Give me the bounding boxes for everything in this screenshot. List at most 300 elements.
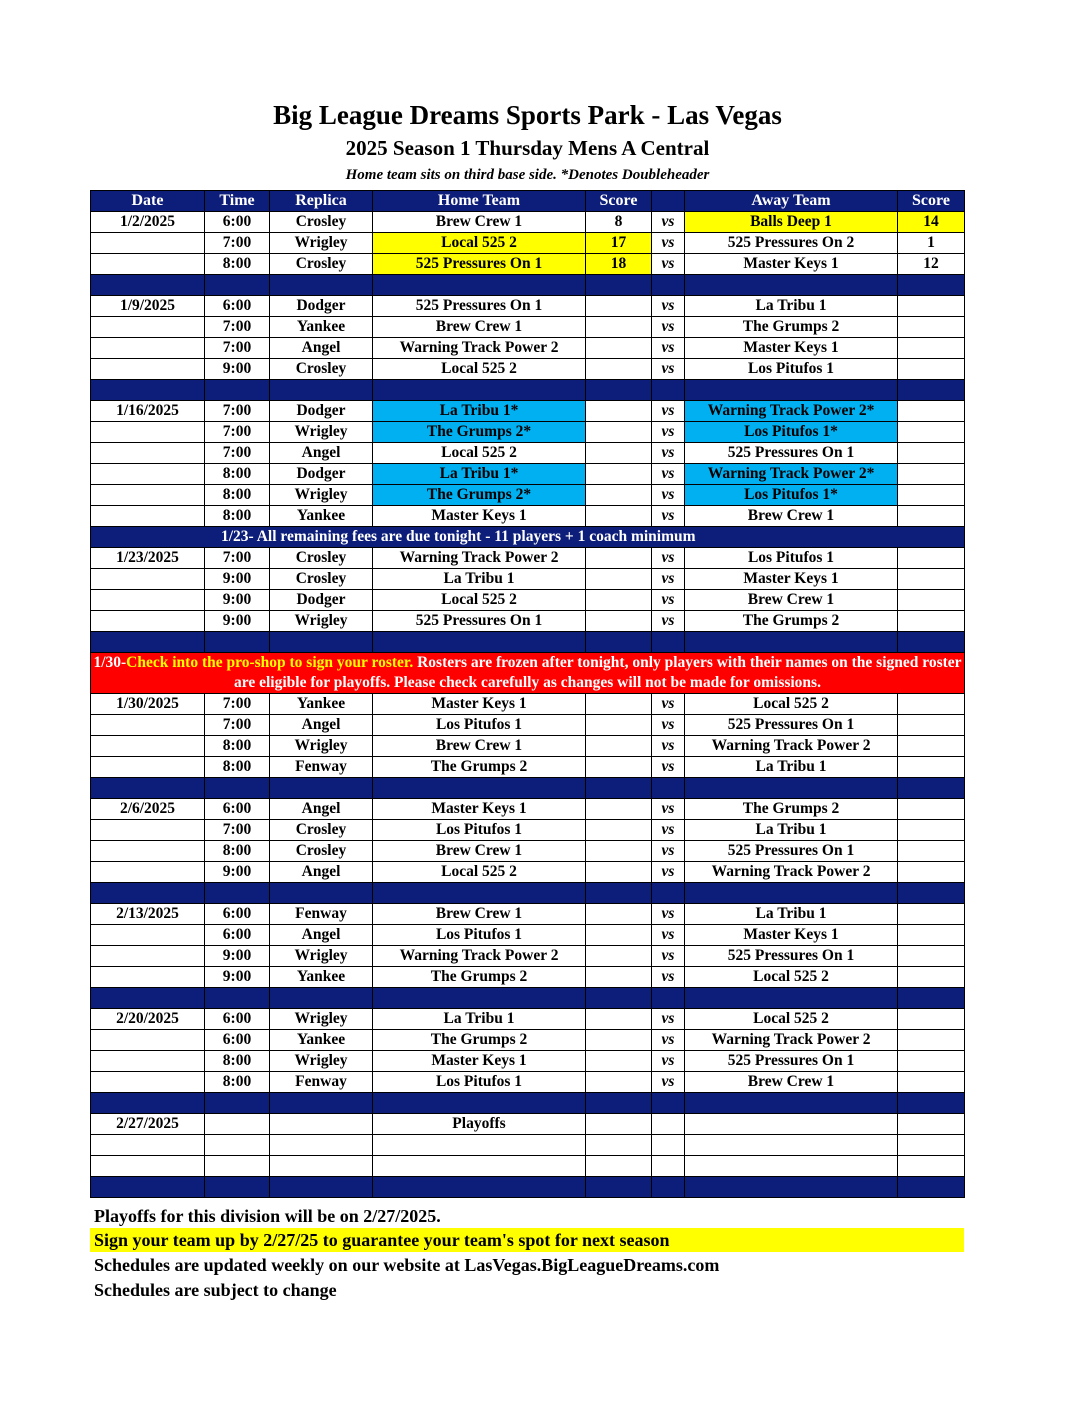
game-row (91, 464, 965, 485)
separator-cell (270, 632, 373, 653)
game-row (91, 485, 965, 506)
home-team-cell: Brew Crew 1 (373, 841, 586, 862)
away-score-cell (898, 1114, 965, 1135)
replica-cell: Angel (270, 715, 373, 736)
game-row (91, 736, 965, 757)
game-row (91, 946, 965, 967)
time-cell: 7:00 (205, 694, 270, 715)
game-row (91, 233, 965, 254)
col-home-score: Score (586, 191, 652, 212)
week-separator-row (91, 275, 965, 296)
replica-cell: Crosley (270, 212, 373, 233)
separator-cell (586, 380, 652, 401)
home-score-cell (586, 1030, 652, 1051)
date-cell (91, 925, 205, 946)
time-cell: 9:00 (205, 590, 270, 611)
home-team-cell: The Grumps 2 (373, 757, 586, 778)
home-score-cell (586, 862, 652, 883)
home-team-cell: Local 525 2 (373, 359, 586, 380)
home-score-cell (586, 569, 652, 590)
time-cell: 8:00 (205, 1072, 270, 1093)
vs-cell: vs (652, 925, 685, 946)
alert-lead: 1/30- (93, 654, 127, 671)
home-score-cell (586, 946, 652, 967)
footer-playoffs-note: Playoffs for this division will be on 2/27/2025. (94, 1206, 441, 1226)
away-team-cell: 525 Pressures On 1 (685, 841, 898, 862)
home-team-cell: Brew Crew 1 (373, 736, 586, 757)
away-score-cell (898, 1135, 965, 1156)
footer-change-note: Schedules are subject to change (94, 1280, 337, 1300)
separator-cell (91, 380, 205, 401)
away-team-cell: Master Keys 1 (685, 338, 898, 359)
alert-text: Rosters are frozen after tonight, only players with their names on the signed roster are eligible for playoffs. Please check carefully as changes will not be made for omissions. (234, 654, 962, 691)
replica-cell: Yankee (270, 506, 373, 527)
home-team-cell: Warning Track Power 2 (373, 338, 586, 359)
vs-cell: vs (652, 443, 685, 464)
game-row (91, 925, 965, 946)
separator-cell (270, 1093, 373, 1114)
time-cell: 8:00 (205, 736, 270, 757)
away-score-cell (898, 569, 965, 590)
home-team-cell: Local 525 2 (373, 862, 586, 883)
away-score-cell (898, 464, 965, 485)
date-cell (91, 715, 205, 736)
away-team-cell: Brew Crew 1 (685, 506, 898, 527)
replica-cell (270, 1114, 373, 1135)
away-score-cell (898, 820, 965, 841)
date-cell (91, 757, 205, 778)
home-score-cell (586, 548, 652, 569)
vs-cell: vs (652, 254, 685, 275)
home-team-cell: Brew Crew 1 (373, 212, 586, 233)
game-row (91, 611, 965, 632)
separator-cell (91, 632, 205, 653)
away-score-cell (898, 443, 965, 464)
separator-cell (586, 988, 652, 1009)
vs-cell: vs (652, 904, 685, 925)
date-cell (91, 1156, 205, 1177)
time-cell (205, 1114, 270, 1135)
replica-cell: Angel (270, 862, 373, 883)
game-row (91, 1135, 965, 1156)
home-team-cell: Master Keys 1 (373, 799, 586, 820)
game-row (91, 359, 965, 380)
away-score-cell (898, 757, 965, 778)
separator-cell (898, 883, 965, 904)
replica-cell: Wrigley (270, 422, 373, 443)
game-row (91, 694, 965, 715)
home-team-cell: La Tribu 1 (373, 1009, 586, 1030)
footer-signup-note: Sign your team up by 2/27/25 to guarantee your team's spot for next season (90, 1228, 964, 1252)
home-score-cell (586, 904, 652, 925)
vs-cell (652, 1135, 685, 1156)
time-cell: 9:00 (205, 359, 270, 380)
separator-cell (373, 1177, 586, 1198)
home-score-cell: 17 (586, 233, 652, 254)
date-cell (91, 464, 205, 485)
home-score-cell (586, 1009, 652, 1030)
away-score-cell (898, 841, 965, 862)
separator-cell (586, 632, 652, 653)
away-score-cell (898, 715, 965, 736)
date-cell (91, 233, 205, 254)
home-team-cell: La Tribu 1* (373, 401, 586, 422)
home-team-cell (373, 1156, 586, 1177)
replica-cell: Dodger (270, 296, 373, 317)
replica-cell: Yankee (270, 694, 373, 715)
vs-cell: vs (652, 862, 685, 883)
separator-cell (205, 380, 270, 401)
vs-cell: vs (652, 715, 685, 736)
separator-cell (685, 778, 898, 799)
footer-website-note: Schedules are updated weekly on our website at LasVegas.BigLeagueDreams.com (94, 1255, 720, 1275)
replica-cell: Fenway (270, 757, 373, 778)
date-cell (91, 1051, 205, 1072)
home-team-cell: La Tribu 1* (373, 464, 586, 485)
separator-cell (685, 275, 898, 296)
separator-cell (373, 883, 586, 904)
separator-cell (373, 275, 586, 296)
replica-cell: Wrigley (270, 1009, 373, 1030)
date-cell: 2/20/2025 (91, 1009, 205, 1030)
home-score-cell (586, 694, 652, 715)
separator-cell (586, 1093, 652, 1114)
away-team-cell (685, 1156, 898, 1177)
col-away-team: Away Team (685, 191, 898, 212)
time-cell: 9:00 (205, 569, 270, 590)
away-team-cell: The Grumps 2 (685, 799, 898, 820)
time-cell: 6:00 (205, 1009, 270, 1030)
date-cell (91, 443, 205, 464)
vs-cell: vs (652, 799, 685, 820)
col-away-score: Score (898, 191, 965, 212)
away-score-cell (898, 422, 965, 443)
home-team-cell: The Grumps 2 (373, 1030, 586, 1051)
fees-note: 1/23- All remaining fees are due tonight - 11 players + 1 coach minimum (91, 527, 965, 548)
away-team-cell: Local 525 2 (685, 967, 898, 988)
home-score-cell (586, 338, 652, 359)
replica-cell: Angel (270, 338, 373, 359)
replica-cell: Wrigley (270, 233, 373, 254)
date-cell (91, 841, 205, 862)
home-team-cell: The Grumps 2* (373, 422, 586, 443)
game-row (91, 317, 965, 338)
away-team-cell: La Tribu 1 (685, 757, 898, 778)
separator-cell (270, 1177, 373, 1198)
home-score-cell (586, 967, 652, 988)
separator-cell (898, 380, 965, 401)
away-team-cell: La Tribu 1 (685, 904, 898, 925)
date-cell (91, 862, 205, 883)
separator-cell (91, 1177, 205, 1198)
game-row (91, 757, 965, 778)
time-cell: 7:00 (205, 820, 270, 841)
time-cell: 7:00 (205, 317, 270, 338)
date-cell (91, 254, 205, 275)
date-cell (91, 317, 205, 338)
separator-cell (270, 778, 373, 799)
away-team-cell: 525 Pressures On 1 (685, 443, 898, 464)
separator-cell (373, 632, 586, 653)
date-cell (91, 736, 205, 757)
away-team-cell: Warning Track Power 2 (685, 862, 898, 883)
date-cell (91, 569, 205, 590)
time-cell: 7:00 (205, 338, 270, 359)
separator-cell (685, 632, 898, 653)
replica-cell (270, 1135, 373, 1156)
time-cell: 8:00 (205, 757, 270, 778)
vs-cell: vs (652, 757, 685, 778)
time-cell: 9:00 (205, 967, 270, 988)
game-row (91, 1114, 965, 1135)
vs-cell: vs (652, 422, 685, 443)
separator-cell (91, 778, 205, 799)
separator-cell (205, 883, 270, 904)
away-score-cell: 1 (898, 233, 965, 254)
replica-cell: Wrigley (270, 611, 373, 632)
separator-cell (270, 883, 373, 904)
replica-cell: Crosley (270, 359, 373, 380)
vs-cell: vs (652, 967, 685, 988)
replica-cell: Fenway (270, 904, 373, 925)
separator-cell (205, 988, 270, 1009)
separator-cell (205, 632, 270, 653)
separator-cell (91, 883, 205, 904)
home-team-cell (373, 1135, 586, 1156)
away-team-cell: The Grumps 2 (685, 611, 898, 632)
home-team-cell: Playoffs (373, 1114, 586, 1135)
vs-cell: vs (652, 590, 685, 611)
away-score-cell (898, 590, 965, 611)
vs-cell: vs (652, 841, 685, 862)
separator-cell (898, 632, 965, 653)
game-row (91, 254, 965, 275)
date-cell: 1/16/2025 (91, 401, 205, 422)
replica-cell: Crosley (270, 841, 373, 862)
vs-cell: vs (652, 736, 685, 757)
away-team-cell: La Tribu 1 (685, 820, 898, 841)
home-score-cell (586, 799, 652, 820)
home-score-cell (586, 317, 652, 338)
vs-cell: vs (652, 946, 685, 967)
time-cell: 7:00 (205, 443, 270, 464)
away-score-cell (898, 359, 965, 380)
schedule-body (91, 212, 965, 1198)
separator-cell (205, 275, 270, 296)
away-score-cell (898, 548, 965, 569)
away-team-cell: Balls Deep 1 (685, 212, 898, 233)
col-vs (652, 191, 685, 212)
date-cell: 2/13/2025 (91, 904, 205, 925)
week-separator-row (91, 632, 965, 653)
away-team-cell: La Tribu 1 (685, 296, 898, 317)
game-row (91, 422, 965, 443)
replica-cell: Angel (270, 925, 373, 946)
home-team-cell: Master Keys 1 (373, 506, 586, 527)
time-cell: 6:00 (205, 296, 270, 317)
week-separator-row (91, 778, 965, 799)
separator-cell (586, 778, 652, 799)
home-score-cell (586, 841, 652, 862)
date-cell: 1/9/2025 (91, 296, 205, 317)
home-score-cell (586, 1072, 652, 1093)
separator-cell (205, 778, 270, 799)
date-cell: 2/6/2025 (91, 799, 205, 820)
vs-cell: vs (652, 548, 685, 569)
replica-cell: Yankee (270, 967, 373, 988)
time-cell: 9:00 (205, 946, 270, 967)
away-team-cell: Los Pitufos 1 (685, 359, 898, 380)
date-cell (91, 820, 205, 841)
date-cell (91, 1072, 205, 1093)
time-cell: 7:00 (205, 233, 270, 254)
home-team-cell: Master Keys 1 (373, 1051, 586, 1072)
date-cell (91, 611, 205, 632)
home-score-cell (586, 757, 652, 778)
time-cell: 6:00 (205, 1030, 270, 1051)
week-separator-row (91, 1093, 965, 1114)
time-cell: 8:00 (205, 1051, 270, 1072)
away-team-cell: Local 525 2 (685, 694, 898, 715)
home-score-cell (586, 1114, 652, 1135)
away-team-cell: Master Keys 1 (685, 254, 898, 275)
time-cell: 8:00 (205, 464, 270, 485)
separator-cell (586, 883, 652, 904)
separator-cell (586, 275, 652, 296)
home-team-cell: Local 525 2 (373, 443, 586, 464)
away-team-cell: Local 525 2 (685, 1009, 898, 1030)
replica-cell: Crosley (270, 820, 373, 841)
away-team-cell: 525 Pressures On 1 (685, 1051, 898, 1072)
away-score-cell (898, 401, 965, 422)
time-cell: 7:00 (205, 715, 270, 736)
separator-cell (685, 988, 898, 1009)
vs-cell: vs (652, 1051, 685, 1072)
vs-cell (652, 1114, 685, 1135)
separator-cell (685, 380, 898, 401)
time-cell: 6:00 (205, 904, 270, 925)
home-score-cell (586, 296, 652, 317)
away-score-cell: 12 (898, 254, 965, 275)
date-cell (91, 422, 205, 443)
home-team-cell: Master Keys 1 (373, 694, 586, 715)
col-date: Date (91, 191, 205, 212)
away-score-cell (898, 946, 965, 967)
game-row (91, 862, 965, 883)
replica-cell: Dodger (270, 464, 373, 485)
separator-cell (685, 1177, 898, 1198)
replica-cell: Crosley (270, 569, 373, 590)
replica-cell: Angel (270, 799, 373, 820)
replica-cell: Yankee (270, 317, 373, 338)
date-cell (91, 506, 205, 527)
away-team-cell: The Grumps 2 (685, 317, 898, 338)
home-team-cell: The Grumps 2 (373, 967, 586, 988)
vs-cell: vs (652, 820, 685, 841)
game-row (91, 820, 965, 841)
time-cell: 8:00 (205, 506, 270, 527)
game-row (91, 212, 965, 233)
fees-note-row (91, 527, 965, 548)
replica-cell: Fenway (270, 1072, 373, 1093)
home-team-cell: Los Pitufos 1 (373, 715, 586, 736)
home-team-cell: Warning Track Power 2 (373, 548, 586, 569)
page-subtitle: 2025 Season 1 Thursday Mens A Central (345, 136, 710, 160)
home-team-cell: The Grumps 2* (373, 485, 586, 506)
date-cell (91, 946, 205, 967)
game-row (91, 1030, 965, 1051)
vs-cell: vs (652, 611, 685, 632)
away-score-cell (898, 506, 965, 527)
vs-cell: vs (652, 1072, 685, 1093)
game-row (91, 296, 965, 317)
week-separator-row (91, 988, 965, 1009)
separator-cell (652, 380, 685, 401)
date-cell: 2/27/2025 (91, 1114, 205, 1135)
away-score-cell (898, 338, 965, 359)
away-score-cell (898, 317, 965, 338)
separator-cell (898, 778, 965, 799)
week-separator-row (91, 883, 965, 904)
separator-cell (91, 988, 205, 1009)
vs-cell: vs (652, 1009, 685, 1030)
home-score-cell (586, 736, 652, 757)
home-team-cell: 525 Pressures On 1 (373, 611, 586, 632)
roster-alert-row (91, 653, 965, 694)
vs-cell (652, 1156, 685, 1177)
home-score-cell (586, 1135, 652, 1156)
home-score-cell (586, 820, 652, 841)
game-row (91, 569, 965, 590)
game-row (91, 401, 965, 422)
home-team-cell: Local 525 2 (373, 233, 586, 254)
week-separator-row (91, 380, 965, 401)
time-cell: 6:00 (205, 799, 270, 820)
vs-cell: vs (652, 401, 685, 422)
separator-cell (898, 1093, 965, 1114)
game-row (91, 904, 965, 925)
replica-cell: Dodger (270, 590, 373, 611)
separator-cell (373, 380, 586, 401)
game-row (91, 1051, 965, 1072)
home-score-cell (586, 1156, 652, 1177)
roster-alert (91, 653, 965, 694)
time-cell: 8:00 (205, 254, 270, 275)
away-score-cell (898, 862, 965, 883)
home-team-cell: La Tribu 1 (373, 569, 586, 590)
away-team-cell: Brew Crew 1 (685, 590, 898, 611)
separator-cell (652, 778, 685, 799)
replica-cell: Wrigley (270, 1051, 373, 1072)
home-team-cell: Warning Track Power 2 (373, 946, 586, 967)
home-score-cell (586, 422, 652, 443)
game-row (91, 443, 965, 464)
separator-cell (652, 275, 685, 296)
away-score-cell (898, 1072, 965, 1093)
away-score-cell (898, 1156, 965, 1177)
vs-cell: vs (652, 338, 685, 359)
vs-cell: vs (652, 506, 685, 527)
home-team-cell: Los Pitufos 1 (373, 1072, 586, 1093)
home-score-cell (586, 925, 652, 946)
game-row (91, 1009, 965, 1030)
col-replica: Replica (270, 191, 373, 212)
away-score-cell (898, 611, 965, 632)
replica-cell (270, 1156, 373, 1177)
away-team-cell: Los Pitufos 1 (685, 548, 898, 569)
game-row (91, 338, 965, 359)
home-score-cell (586, 506, 652, 527)
